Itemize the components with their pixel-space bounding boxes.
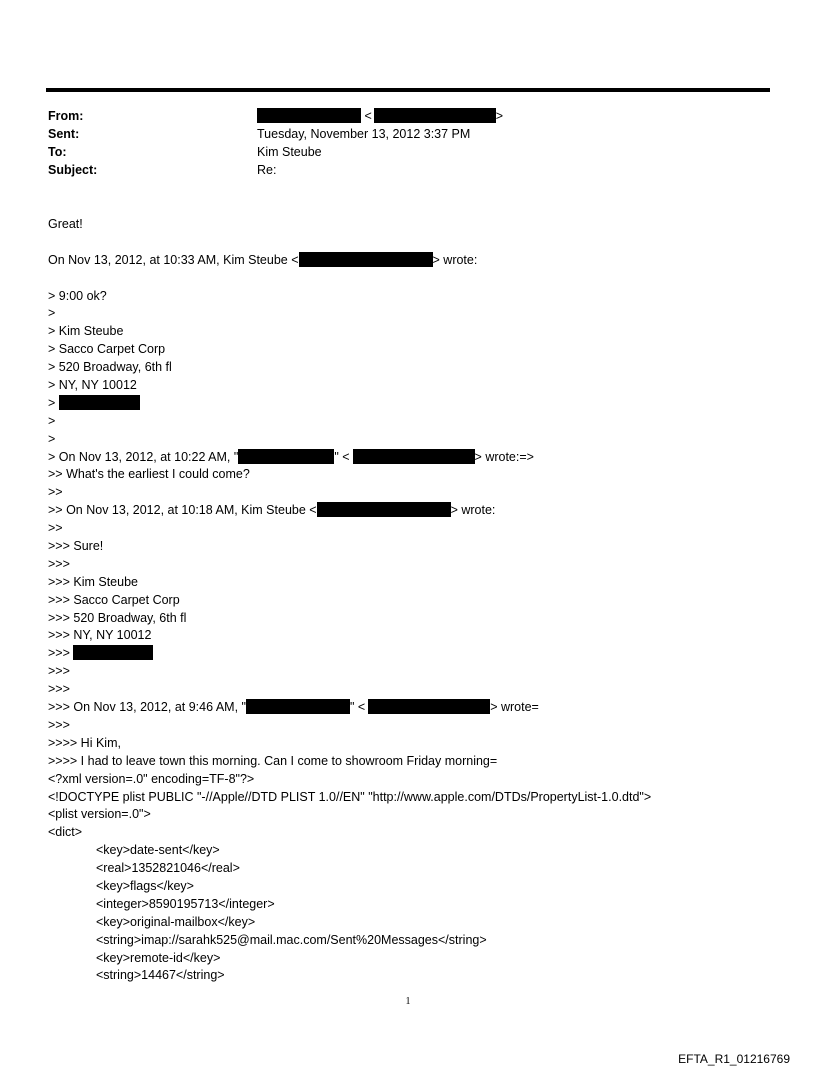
body-line: Great! (48, 217, 83, 231)
redaction-bar (246, 699, 350, 714)
body-line: >>> 520 Broadway, 6th fl (48, 610, 187, 625)
plist-line: <plist version=.0"> (48, 807, 151, 822)
from-gt: > (495, 109, 504, 123)
body-line: >>> (48, 717, 70, 732)
from-lt: < (364, 109, 372, 123)
body-line (48, 395, 651, 413)
body-line (48, 502, 651, 520)
body-line: > 9:00 ok? (48, 288, 107, 303)
redaction-bar (73, 645, 153, 660)
body-line: >>>> Hi Kim, (48, 735, 121, 750)
plist-line: <dict> (48, 825, 83, 840)
sent-value: Tuesday, November 13, 2012 3:37 PM (257, 127, 471, 141)
quote-intro-end: > wrote: (432, 252, 478, 267)
sent-label: Sent: (48, 127, 80, 141)
quote-intro-mid: " < (334, 449, 350, 464)
email-body (48, 216, 651, 985)
header-rule (46, 88, 770, 92)
body-line: >>> Kim Steube (48, 574, 138, 589)
body-line (48, 252, 651, 270)
quote-intro-end: > wrote:=> (474, 449, 534, 464)
body-line: > (48, 306, 56, 321)
quote-intro: On Nov 13, 2012, at 10:33 AM, Kim Steube < (48, 252, 299, 267)
body-line (48, 270, 651, 288)
quote-intro-end: > wrote= (490, 700, 539, 715)
to-value: Kim Steube (257, 145, 322, 159)
quote-intro: > On Nov 13, 2012, at 10:22 AM, " (48, 449, 239, 464)
redaction-bar (238, 449, 334, 464)
plist-line: <key>remote-id</key> (96, 950, 221, 965)
plist-line: <integer>8590195713</integer> (96, 896, 275, 911)
subject-value: Re: (257, 163, 277, 177)
body-line: >>> NY, NY 10012 (48, 628, 152, 643)
plist-line: <key>flags</key> (96, 878, 194, 893)
body-line: >>> (48, 682, 70, 697)
body-line: >>> Sacco Carpet Corp (48, 592, 180, 607)
page-number: 1 (405, 996, 411, 1007)
to-label: To: (48, 145, 67, 159)
quote-intro: >> On Nov 13, 2012, at 10:18 AM, Kim Steube < (48, 503, 317, 518)
redaction-bar (374, 108, 496, 123)
body-line: >> (48, 485, 63, 500)
plist-line: <!DOCTYPE plist PUBLIC "-//Apple//DTD PLIST 1.0//EN" "http://www.apple.com/DTDs/PropertyList-1.0.dtd"> (48, 789, 652, 804)
body-line: > (48, 413, 56, 428)
redaction-bar (257, 108, 361, 123)
quote-marker: >>> (48, 646, 70, 661)
redaction-bar (368, 699, 490, 714)
body-line: >>> (48, 664, 70, 679)
plist-line: <real>1352821046</real> (96, 861, 240, 876)
body-line (48, 699, 651, 717)
from-label: From: (48, 109, 84, 123)
plist-line: <string>imap://sarahk525@mail.mac.com/Sent%20Messages</string> (96, 932, 487, 947)
redaction-bar (299, 252, 433, 267)
plist-line: <string>14467</string> (96, 968, 225, 983)
quote-intro: >>> On Nov 13, 2012, at 9:46 AM, " (48, 700, 246, 715)
body-line: >> (48, 521, 63, 536)
plist-line: <key>date-sent</key> (96, 843, 220, 858)
body-line: >>> (48, 556, 70, 571)
body-line (48, 645, 651, 663)
redaction-bar (353, 449, 475, 464)
body-line: > (48, 431, 56, 446)
body-line: >> What's the earliest I could come? (48, 467, 250, 482)
body-line (48, 449, 651, 467)
body-line: > Sacco Carpet Corp (48, 342, 166, 357)
plist-line: <key>original-mailbox</key> (96, 914, 256, 929)
body-line: > Kim Steube (48, 324, 124, 339)
quote-marker: > (48, 395, 56, 410)
body-line (48, 234, 651, 252)
bates-number: EFTA_R1_01216769 (678, 1052, 790, 1066)
quote-intro-mid: " < (349, 700, 366, 715)
redaction-bar (317, 502, 451, 517)
body-line: > 520 Broadway, 6th fl (48, 360, 172, 375)
body-line: > NY, NY 10012 (48, 378, 137, 393)
redaction-bar (59, 395, 140, 410)
body-line: >>> Sure! (48, 539, 104, 554)
quote-intro-end: > wrote: (450, 503, 496, 518)
plist-line: <?xml version=.0" encoding=TF-8"?> (48, 771, 255, 786)
body-line: >>>> I had to leave town this morning. Can I come to showroom Friday morning= (48, 753, 498, 768)
from-value (257, 107, 503, 125)
subject-label: Subject: (48, 163, 98, 177)
